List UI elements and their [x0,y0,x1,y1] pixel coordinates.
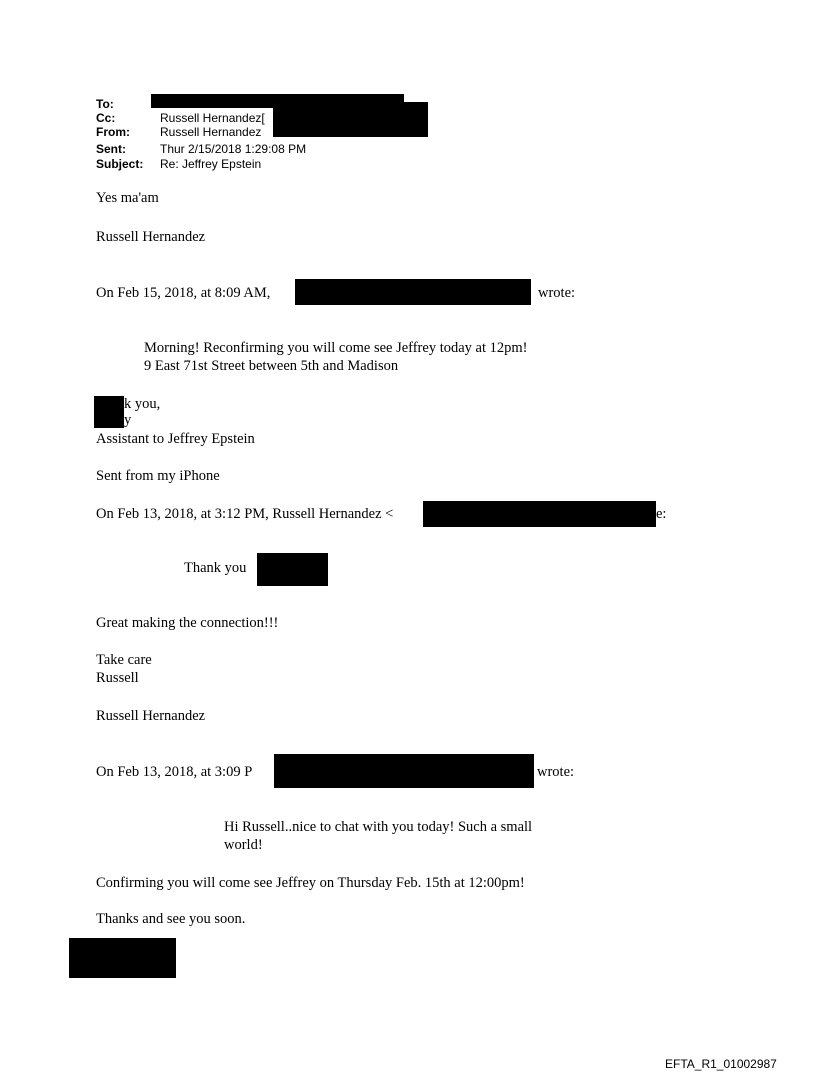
redaction-quote2-email [423,501,656,527]
quote2-intro-post: e: [656,506,667,522]
quote1-intro-pre: On Feb 15, 2018, at 8:09 AM, [96,285,271,301]
subject-label: Subject: [96,157,144,171]
redaction-quote3-sender [274,754,534,788]
quote2-intro-pre: On Feb 13, 2018, at 3:12 PM, Russell Hernandez < [96,506,394,522]
quote3-intro-pre: On Feb 13, 2018, at 3:09 P [96,764,253,780]
reply-text: Yes ma'am [96,190,159,206]
quote1-intro-post: wrote: [538,285,576,301]
great-line: Great making the connection!!! [96,615,279,631]
redaction-signature [69,938,176,978]
thank-you-tail: k you, [124,396,161,412]
redaction-quote2-name [257,553,328,586]
from-label: From: [96,125,130,139]
cc-value: Russell Hernandez[ [160,111,265,125]
quote1-line1: Morning! Reconfirming you will come see Jeffrey today at 12pm! [144,340,528,356]
name-tail: y [124,412,132,428]
quote3-line2: world! [224,837,263,853]
thanks-line: Thanks and see you soon. [96,911,246,927]
take-care: Take care [96,652,152,668]
assistant-line: Assistant to Jeffrey Epstein [96,431,255,447]
reply-signature: Russell Hernandez [96,229,206,245]
sent-from: Sent from my iPhone [96,468,220,484]
confirm-line: Confirming you will come see Jeffrey on Thursday Feb. 15th at 12:00pm! [96,875,525,891]
quote1-line2: 9 East 71st Street between 5th and Madison [144,358,399,374]
cc-label: Cc: [96,111,116,125]
doc-id: EFTA_R1_01002987 [665,1057,777,1071]
to-label: To: [96,97,114,111]
sent-label: Sent: [96,142,126,156]
quote3-line1: Hi Russell..nice to chat with you today! Such a small [224,819,533,835]
redaction-cc-from [273,102,428,137]
sign-russell: Russell [96,670,139,686]
subject-value: Re: Jeffrey Epstein [160,157,262,171]
redaction-signoff [94,396,124,428]
sent-value: Thur 2/15/2018 1:29:08 PM [160,142,307,156]
quote2-thanks: Thank you [184,560,247,576]
from-value: Russell Hernandez [160,125,262,139]
redaction-quote1-sender [295,279,531,305]
quote3-intro-post: wrote: [537,764,575,780]
sign-full: Russell Hernandez [96,708,206,724]
